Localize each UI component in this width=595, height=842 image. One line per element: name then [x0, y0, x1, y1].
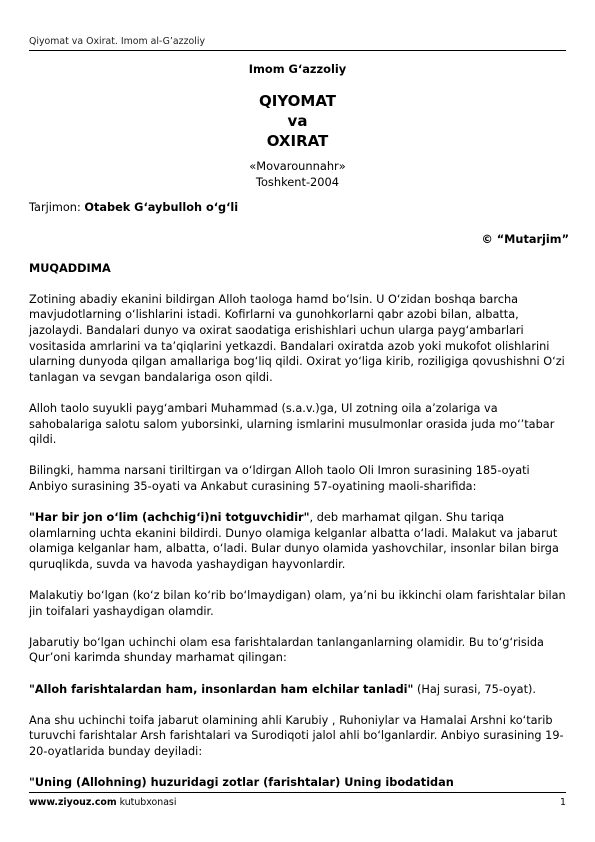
quote-2: "Alloh farishtalardan ham, insonlardan ham elchilar tanladi" [29, 682, 414, 696]
quote-1: "Har bir jon o‘lim (achchig‘i)ni totguvchidir" [29, 511, 310, 525]
paragraph-2: Alloh taolo suyukli payg‘ambari Muhammad (s.a.v.)ga, Ul zotning oila a’zolariga va sahobalariga salotu salom yuborsinki, ularning ismlarini musulmonlar orasida juda mo‘’tabar qildi. [29, 401, 555, 447]
place-year: Toshkent-2004 [255, 175, 340, 189]
paragraph-3: Bilingki, hamma narsani tiriltirgan va o‘ldirgan Alloh taolo Oli Imron surasining 185-oyati Anbiyo surasining 35-oyati va Ankabut curasining 57-oyatining maoli-sharifida: [29, 464, 530, 493]
publication-info [0, 158, 595, 190]
book-title [0, 91, 595, 151]
paragraph-7 [29, 682, 569, 698]
page-footer [29, 797, 566, 808]
title-line-1: QIYOMAT [258, 92, 336, 110]
paragraph-4-text: , deb marhamat qilgan. Shu tariqa olamlarning uchta ekanini bildirdi. Dunyo olamiga kelganlar albatta o‘ladi. Malakut va jabarut olamiga kelganlar ham, albatta, o‘ladi. Bular dunyo olamida yashovchilar, insonlar bilan birga quruqlikda, suvda va havoda yashaydigan hayvonlardir. [29, 511, 559, 571]
translator-name: Otabek G‘aybulloh o‘g‘li [84, 201, 239, 214]
page-number: 1 [560, 797, 566, 808]
paragraph-4 [29, 510, 569, 572]
paragraph-8: Ana shu uchinchi toifa jabarut olamining ahli Karubiy , Ruhoniylar va Hamalai Arshni ko‘tarib turuvchi farishtalar Arsh farishtalari va Surodiqoti jalol ahli bo‘lganlardir. Anbiyo surasining 19-20-oyatlarida bunday deyiladi: [29, 713, 564, 758]
footer-site-suffix: kutubxonasi [116, 797, 177, 808]
copyright-notice: © “Mutarjim” [481, 232, 569, 246]
paragraph-1: Zotining abadiy ekanini bildirgan Alloh taologa hamd bo‘lsin. U O‘zidan boshqa barcha mavjudotlarning o‘lishlarini istadi. Kofirlarni va gunohkorlarni qabr azobi bilan, albatta, jazolaydi. Bandalari dunyo va oxirat saodatiga erishishlari uchun ularga payg‘ambarlari vositasida amrlarini va ta’qiqlarini yetkazdi. Bandalari oxiratda azob yoki mukofot olishlarini ularning dunyoda qilgan amallariga bog‘liq qildi. Oxirat yo‘liga kirib, roziligiga qovushishni O‘zi tanlagan va sevgan bandalariga oson qildi. [29, 292, 565, 384]
paragraph-5: Malakutiy bo‘lgan (ko‘z bilan ko‘rib bo‘lmaydigan) olam, ya’ni bu ikkinchi olam farishtalar bilan jin toifalari yashaydigan olamdir. [29, 589, 566, 618]
paragraph-6: Jabarutiy bo‘lgan uchinchi olam esa farishtalardan tanlanganlarning olamidir. Bu to‘g‘risida Qur’oni karimda shunday marhamat qilingan: [29, 635, 544, 665]
author-name: Imom G‘azzoliy [248, 62, 347, 76]
footer-divider [29, 792, 566, 793]
title-line-3: OXIRAT [266, 132, 329, 150]
header-divider [29, 50, 566, 51]
section-heading: MUQADDIMA [29, 262, 111, 276]
footer-site-link[interactable]: www.ziyouz.com [29, 797, 117, 808]
document-body [29, 200, 569, 806]
running-header: Qiyomat va Oxirat. Imom al-G’azzoliy [29, 36, 205, 47]
translator-line [29, 200, 569, 216]
paragraph-9 [29, 775, 569, 791]
publisher: «Movarounnahr» [249, 159, 346, 173]
translator-label: Tarjimon: [29, 201, 85, 214]
footer-source [29, 797, 176, 808]
quote-3: "Uning (Allohning) huzuridagi zotlar (farishtalar) Uning ibodatidan [29, 776, 454, 790]
paragraph-7-text: (Haj surasi, 75-oyat). [413, 682, 536, 696]
title-line-2: va [287, 112, 308, 130]
